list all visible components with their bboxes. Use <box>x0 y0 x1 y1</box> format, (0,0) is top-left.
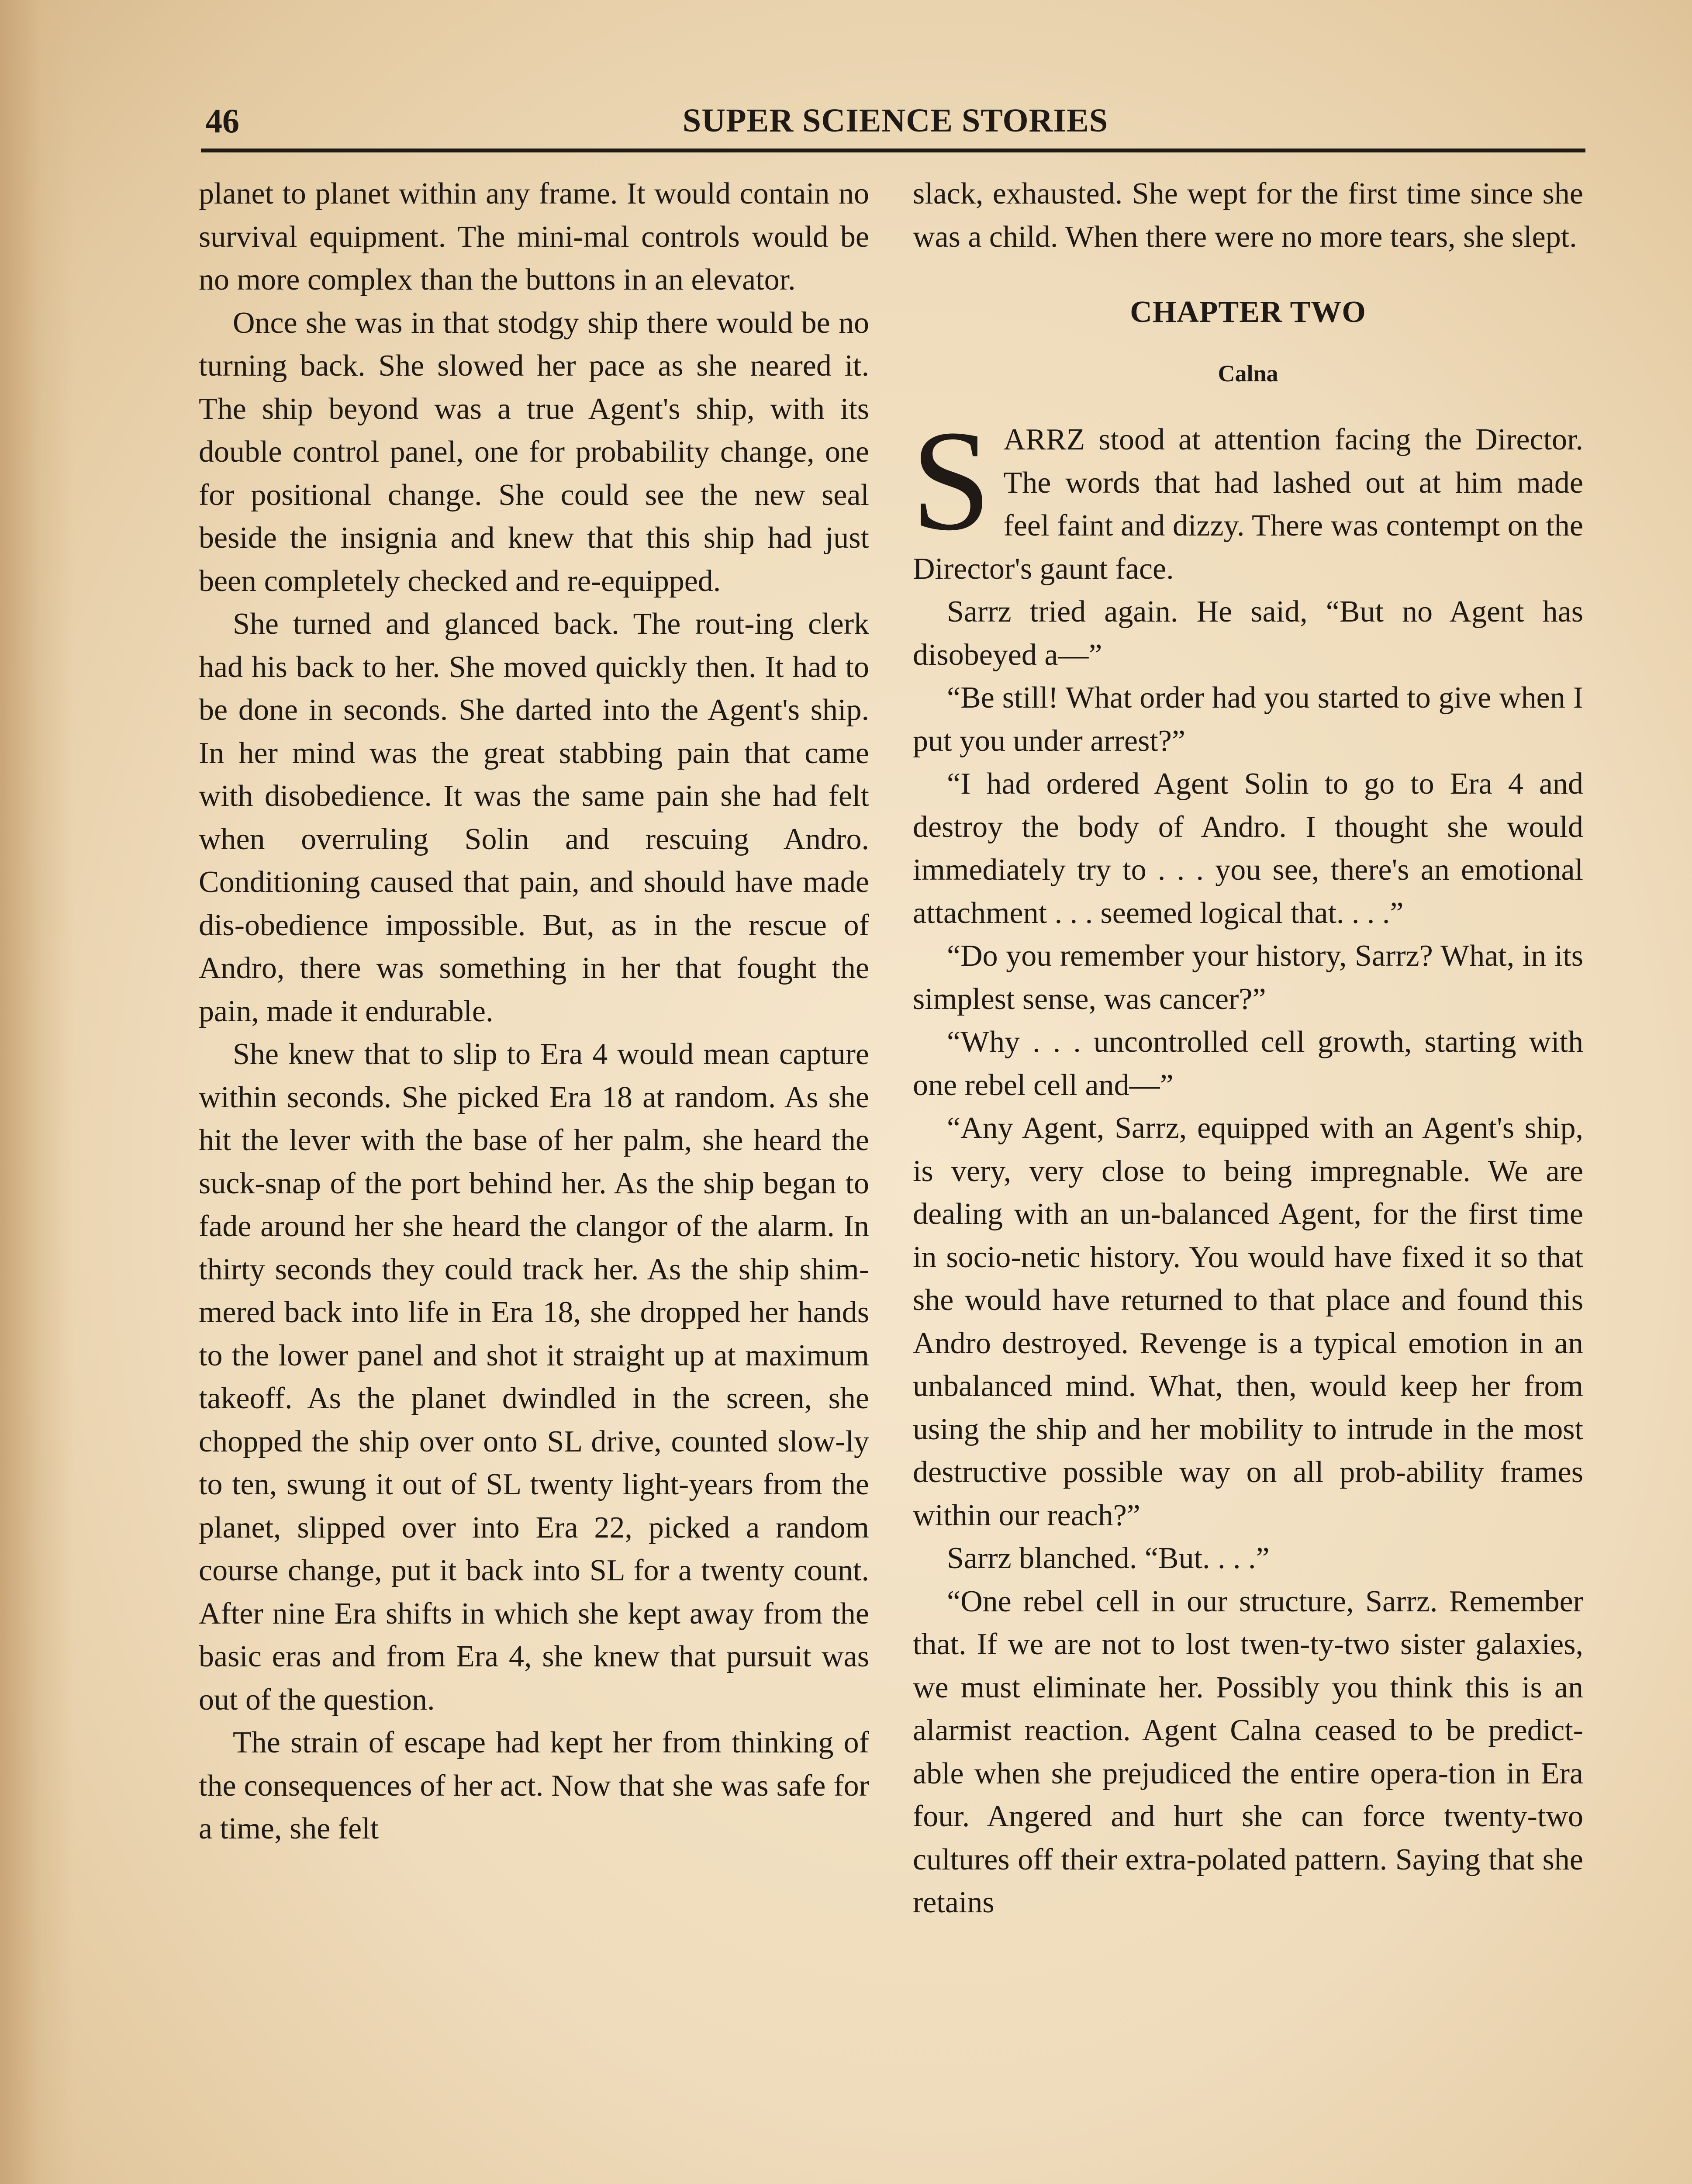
paragraph: planet to planet within any frame. It would contain no survival equipment. The mini-mal controls would be no more complex than the buttons in an elevator. <box>199 177 869 297</box>
paragraph: “Do you remember your history, Sarrz? What, in its simplest sense, was cancer?” <box>913 939 1583 1016</box>
running-head: SUPER SCIENCE STORIES <box>682 102 1108 139</box>
paragraph: “One rebel cell in our structure, Sarrz. Remember that. If we are not to lost twen-ty-two sister galaxies, we must eliminate her. Possibly you think this is an alarmist reaction. Agent Calna ceased to be predict-able when she prejudiced the entire opera-tion in Era four. Angered and hurt she can force twenty-two cultures off their extra-polated pattern. Saying that she retains <box>913 1584 1583 1919</box>
drop-cap: S <box>911 401 991 560</box>
paragraph: Once she was in that stodgy ship there would be no turning back. She slowed her pace as she neared it. The ship beyond was a true Agent's ship, with its double control panel, one for probability change, one for positional change. She could see the new seal beside the insignia and knew that this ship had just been completely checked and re-equipped. <box>199 306 869 598</box>
paragraph: She knew that to slip to Era 4 would mean capture within seconds. She picked Era 18 at random. As she hit the lever with the base of her palm, she heard the suck-snap of the port behind her. As the ship began to fade around her she heard the clangor of the alarm. In thirty seconds they could track her. As the ship shim-mered back into life in Era 18, she dropped her hands to the lower panel and shot it straight up at maximum takeoff. As the planet dwindled in the screen, she chopped the ship over onto SL drive, counted slow-ly to ten, swung it out of SL twenty light-years from the planet, slipped over into Era 22, picked a random course change, put it back into SL for a twenty count. After nine Era shifts in which she kept away from the basic eras and from Era 4, she knew that pursuit was out of the question. <box>199 1037 869 1717</box>
paragraph: “Why . . . uncontrolled cell growth, starting with one rebel cell and—” <box>913 1025 1583 1102</box>
header-rule <box>201 149 1585 152</box>
right-column <box>913 173 1583 1925</box>
paragraph: Sarrz blanched. “But. . . .” <box>947 1541 1270 1575</box>
paragraph: “I had ordered Agent Solin to go to Era 4 and destroy the body of Andro. I thought she would immediately try to . . . you see, there's an emotional attachment . . . seemed logical that. . . .” <box>913 767 1583 930</box>
opening-paragraph <box>911 401 1583 591</box>
page-edge-shadow <box>0 0 74 2184</box>
paragraph: slack, exhausted. She wept for the first time since she was a child. When there were no more tears, she slept. <box>913 177 1583 254</box>
page-number: 46 <box>205 102 239 140</box>
paragraph: Sarrz tried again. He said, “But no Agent has disobeyed a—” <box>913 595 1583 672</box>
chapter-title: CHAPTER TWO <box>1130 295 1366 329</box>
paragraph: “Be still! What order had you started to give when I put you under arrest?” <box>913 681 1583 758</box>
paragraph: She turned and glanced back. The rout-ing clerk had his back to her. She moved quickly then. It had to be done in seconds. She darted into the Agent's ship. In her mind was the great stabbing pain that came with disobedience. It was the same pain she had felt when overruling Solin and rescuing Andro. Conditioning caused that pain, and should have made dis-obedience impossible. But, as in the rescue of Andro, there was something in her that fought the pain, made it endurable. <box>199 607 869 1028</box>
opening-text: ARRZ stood at attention facing the Director. The words that had lashed out at him made feel faint and dizzy. There was contempt on the Director's gaunt face. <box>913 423 1583 586</box>
paragraph: “Any Agent, Sarrz, equipped with an Agent's ship, is very, very close to being impregnable. We are dealing with an un-balanced Agent, for the first time in socio-netic history. You would have fixed it so that she would have returned to that place and found this Andro destroyed. Revenge is a typical emotion in an unbalanced mind. What, then, would keep her from using the ship and her mobility to intrude in the most destructive possible way on all prob-ability frames within our reach?” <box>913 1111 1583 1532</box>
paragraph: The strain of escape had kept her from thinking of the consequences of her act. Now that she was safe for a time, she felt <box>199 1726 869 1845</box>
chapter-subtitle: Calna <box>1218 360 1278 387</box>
left-column <box>199 173 869 1851</box>
